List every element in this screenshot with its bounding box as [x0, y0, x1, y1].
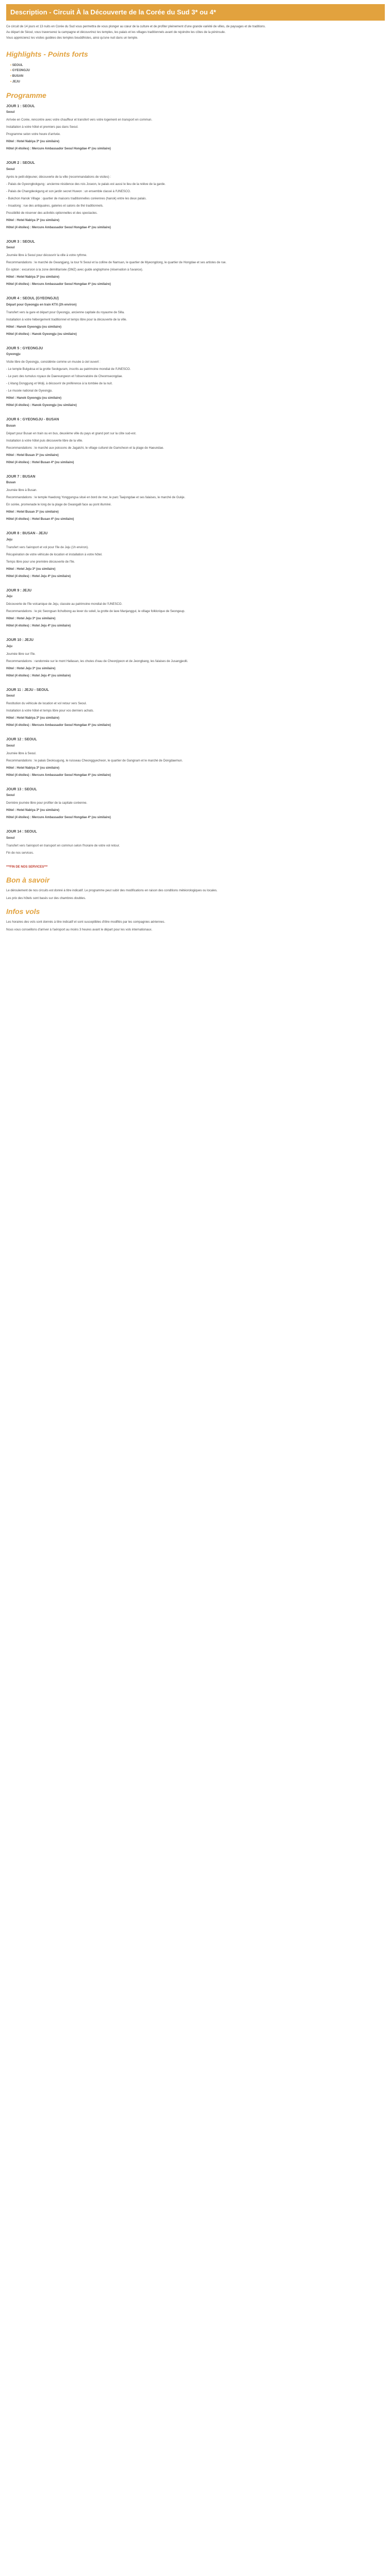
day-subtitle: Jeju: [6, 538, 13, 541]
day-block: [6, 829, 385, 856]
day-title: JOUR 12 : SEOUL: [6, 738, 37, 742]
day-subtitle: Seoul: [6, 111, 15, 114]
hotel-line: Hôtel : Hotel Jeju 3* (ou similaire): [6, 617, 56, 621]
day-paragraph: - L'étang Donggung et Wolji, à découvrir de préférence à la tombée de la nuit.: [6, 382, 113, 386]
day-block: [6, 240, 385, 287]
programme-title: Programme: [6, 91, 46, 99]
hotel-line: Hôtel : Hotel Nabiya 3* (ou similaire): [6, 218, 60, 222]
day-paragraph: Découverte de l'île volcanique de Jeju, classée au patrimoine mondial de l'UNESCO.: [6, 603, 123, 606]
day-subtitle: Seoul: [6, 794, 15, 798]
day-subtitle: Busan: [6, 481, 16, 485]
page-banner: Description - Circuit À la Découverte de la Corée du Sud 3* ou 4*: [6, 4, 385, 21]
bon-voyage-paragraph: Les prix des hôtels sont basés sur des chambres doubles.: [6, 896, 86, 900]
day-paragraph: En soirée, promenade le long de la plage de Gwangalli face au pont illuminé.: [6, 503, 112, 507]
day-paragraph: Fin de nos services.: [6, 851, 34, 855]
intro-paragraph: Ce circuit de 14 jours et 13 nuits en Corée du Sud vous permettra de vous plonger au cœur de la culture et de profiter pleinement d'une grande variété de villes, de paysages et de traditions.: [6, 25, 266, 28]
day-title: JOUR 11 : JEJU - SEOUL: [6, 688, 49, 692]
day-title: JOUR 10 : JEJU: [6, 638, 34, 642]
day-title: JOUR 9 : JEJU: [6, 588, 32, 592]
day-paragraph: Journée libre à Seoul.: [6, 752, 37, 755]
day-paragraph: - Le temple Bulguksa et la grotte Seokguram, inscrits au patrimoine mondial de l'UNESCO.: [6, 368, 131, 371]
day-block: [6, 417, 385, 465]
day-title: JOUR 6 : GYEONGJU - BUSAN: [6, 418, 59, 422]
infos-paragraph: Nous vous conseillons d'arriver à l'aéroport au moins 3 heures avant le départ pour les vols internationaux.: [6, 928, 153, 931]
day-paragraph: Dernière journée libre pour profiter de la capitale coréenne.: [6, 802, 88, 805]
end-of-services: ***FIN DE NOS SERVICES***: [6, 865, 48, 869]
day-paragraph: En option : excursion à la zone démilitarisée (DMZ) avec guide anglophone (réservation à l'avance).: [6, 268, 143, 272]
day-paragraph: Transfert vers l'aéroport et vol pour l'île de Jeju (1h environ).: [6, 546, 89, 549]
page: [0, 0, 391, 946]
infos-title: Infos vols: [6, 907, 40, 916]
hotel-line: Hôtel (4 étoiles) : Hotel Jeju 4* (ou similaire): [6, 674, 71, 677]
hotel-line: Hôtel (4 étoiles) : Mercure Ambassador Seoul Hongdae 4* (ou similaire): [6, 226, 111, 229]
day-subtitle: Seoul: [6, 836, 15, 840]
day-paragraph: Recommandations : le palais Deoksugung, le ruisseau Cheonggyecheon, le quartier de Gangnam et le marché de Dongdaemun.: [6, 759, 183, 762]
highlight-item: • SEOUL: [10, 63, 385, 69]
programme-days: [6, 104, 385, 856]
day-subtitle: Busan: [6, 424, 16, 428]
day-subtitle: Seoul: [6, 167, 15, 171]
hotel-line: Hôtel (4 étoiles) : Hotel Busan 4* (ou similaire): [6, 518, 74, 521]
hotel-line: Hôtel (4 étoiles) : Hotel Busan 4* (ou similaire): [6, 461, 74, 464]
day-title: JOUR 13 : SEOUL: [6, 787, 37, 791]
highlights-title: Highlights - Points forts: [6, 49, 88, 58]
day-paragraph: Restitution du véhicule de location et vol retour vers Seoul.: [6, 702, 87, 706]
hotel-line: Hôtel : Hotel Nabiya 3* (ou similaire): [6, 809, 60, 812]
day-subtitle: Jeju: [6, 645, 13, 648]
day-title: JOUR 4 : SEOUL (GYEONGJU): [6, 297, 59, 301]
hotel-line: Hôtel : Hotel Nabiya 3* (ou similaire): [6, 140, 60, 144]
day-block: [6, 787, 385, 821]
day-block: [6, 296, 385, 337]
day-block: [6, 638, 385, 679]
day-paragraph: Programme selon votre heure d'arrivée.: [6, 133, 61, 137]
day-paragraph: Journée libre à Seoul pour découvrir la ville à votre rythme.: [6, 254, 87, 258]
day-paragraph: - Bukchon Hanok Village : quartier de maisons traditionnelles coréennes (hanok) entre les deux palais.: [6, 197, 147, 200]
day-paragraph: Visite libre de Gyeongju, considérée comme un musée à ciel ouvert :: [6, 361, 101, 364]
day-block: [6, 688, 385, 728]
day-paragraph: Recommandations : le pic Seongsan Ilchulbong au lever du soleil, la grotte de lave Manjanggul, le village folklorique de Seongeup.: [6, 610, 185, 614]
day-title: JOUR 1 : SEOUL: [6, 104, 35, 108]
day-paragraph: - Le musée national de Gyeongju.: [6, 389, 53, 393]
day-paragraph: Possibilité de réserver des activités optionnelles et des spectacles.: [6, 211, 98, 215]
hotel-line: Hôtel (4 étoiles) : Mercure Ambassador Seoul Hongdae 4* (ou similaire): [6, 724, 111, 727]
infos-section: [6, 920, 385, 933]
day-paragraph: Arrivée en Corée, rencontre avec votre chauffeur et transfert vers votre logement en transport en commun.: [6, 118, 153, 122]
day-paragraph: Départ pour Busan en train ou en bus, deuxième ville du pays et grand port sur la côte sud-est.: [6, 432, 137, 435]
day-paragraph: Transfert vers l'aéroport en transport en commun selon l'horaire de votre vol retour.: [6, 844, 120, 848]
hotel-line: Hôtel (4 étoiles) : Mercure Ambassador Seoul Hongdae 4* (ou similaire): [6, 816, 111, 820]
day-paragraph: Installation à votre hôtel et premiers pas dans Seoul.: [6, 126, 78, 129]
day-block: [6, 346, 385, 409]
hotel-line: Hôtel : Hotel Busan 3* (ou similaire): [6, 511, 59, 514]
intro-paragraph: Vous apprécierez les visites guidées des temples bouddhistes, ainsi qu'une nuit dans un temple.: [6, 36, 138, 40]
day-paragraph: - Palais de Gyeongbokgung : ancienne résidence des rois Joseon, le palais est aussi le lieu de la relève de la garde.: [6, 182, 166, 186]
hotel-line: Hôtel : Hotel Nabiya 3* (ou similaire): [6, 717, 60, 720]
hotel-line: Hôtel (4 étoiles) : Mercure Ambassador Seoul Hongdae 4* (ou similaire): [6, 283, 111, 286]
hotel-line: Hôtel (4 étoiles) : Hotel Jeju 4* (ou similaire): [6, 624, 71, 628]
day-subtitle: Jeju: [6, 595, 13, 599]
hotel-line: Hôtel : Hotel Nabiya 3* (ou similaire): [6, 766, 60, 770]
highlight-item: • GYEONGJU: [10, 68, 385, 74]
hotel-line: Hôtel : Hotel Jeju 3* (ou similaire): [6, 667, 56, 670]
day-block: [6, 104, 385, 152]
day-paragraph: Transfert vers la gare et départ pour Gyeongju, ancienne capitale du royaume de Silla.: [6, 311, 125, 314]
day-title: JOUR 5 : GYEONGJU: [6, 346, 43, 350]
day-title: JOUR 8 : BUSAN - JEJU: [6, 532, 48, 536]
day-paragraph: Après le petit-déjeuner, découverte de la ville (recommandations de visites) :: [6, 175, 111, 179]
day-paragraph: Recommandations : le marché aux poissons de Jagalchi, le village culturel de Gamcheon et la plage de Haeundae.: [6, 446, 164, 450]
day-block: [6, 531, 385, 579]
hotel-line: Hôtel (4 étoiles) : Mercure Ambassador Seoul Hongdae 4* (ou similaire): [6, 147, 111, 151]
day-paragraph: Installation à votre hôtel puis découverte libre de la ville.: [6, 439, 83, 443]
day-block: [6, 161, 385, 230]
day-block: [6, 588, 385, 629]
day-title: JOUR 7 : BUSAN: [6, 474, 36, 479]
intro-paragraph: Au départ de Séoul, vous traverserez la campagne et découvrirez les temples, les palais et les villages traditionnels avant de rejoindre les côtes de la péninsule.: [6, 30, 226, 34]
hotel-line: Hôtel : Hanok Gyeongju (ou similaire): [6, 397, 62, 400]
day-title: JOUR 2 : SEOUL: [6, 161, 35, 165]
day-paragraph: - Palais de Changdeokgung et son jardin secret Huwon : un ensemble classé à l'UNESCO.: [6, 190, 131, 193]
day-paragraph: Recommandations : le marché de Gwangjang, la tour N Seoul et la colline de Namsan, le quartier de Myeongdong, le quartier de Hongdae et ses artistes de rue.: [6, 261, 226, 265]
day-subtitle: Seoul: [6, 744, 15, 748]
day-title: JOUR 14 : SEOUL: [6, 830, 37, 834]
day-subtitle: Seoul: [6, 246, 15, 250]
hotel-line: Hôtel (4 étoiles) : Hanok Gyeongju (ou similaire): [6, 332, 77, 336]
hotel-line: Hôtel : Hotel Jeju 3* (ou similaire): [6, 567, 56, 571]
day-paragraph: Installation à votre hébergement traditionnel et temps libre pour la découverte de la ville.: [6, 318, 127, 321]
intro: [6, 25, 385, 41]
day-title: JOUR 3 : SEOUL: [6, 240, 35, 244]
day-paragraph: Journée libre à Busan.: [6, 489, 38, 493]
highlight-item: • JEJU: [10, 79, 385, 85]
day-subtitle: Gyeongju: [6, 353, 21, 357]
hotel-line: Hôtel : Hotel Nabiya 3* (ou similaire): [6, 276, 60, 279]
day-paragraph: Récupération de votre véhicule de location et installation à votre hôtel.: [6, 553, 103, 556]
infos-paragraph: Les horaires des vols sont donnés à titre indicatif et sont susceptibles d'être modifiés par les compagnies aériennes.: [6, 920, 165, 924]
highlight-item: • BUSAN: [10, 74, 385, 79]
day-block: [6, 737, 385, 778]
highlights-list: [10, 63, 385, 85]
day-paragraph: Temps libre pour une première découverte de l'île.: [6, 560, 75, 564]
day-subtitle: Départ pour Gyeongju en train KTX (2h environ): [6, 303, 77, 307]
day-paragraph: Recommandations : le temple Haedong Yonggungsa situé en bord de mer, le parc Taejongdae et ses falaises, le marché de Gukje.: [6, 496, 186, 500]
day-paragraph: Recommandations : randonnée sur le mont Hallasan, les chutes d'eau de Cheonjiyeon et de Jeongbang, les falaises de Jusangjeolli.: [6, 659, 188, 663]
hotel-line: Hôtel : Hotel Busan 3* (ou similaire): [6, 453, 59, 457]
bon-voyage-paragraph: Le déroulement de nos circuits est donné à titre indicatif. Le programme peut subir des modifications en raison des conditions météorologiques ou locales.: [6, 889, 218, 892]
day-paragraph: Journée libre sur l'île.: [6, 652, 36, 656]
day-paragraph: - Insadong : rue des antiquaires, galeries et salons de thé traditionnels.: [6, 204, 104, 208]
day-paragraph: - Le parc des tumulus royaux de Daereungwon et l'observatoire de Cheomseongdae.: [6, 375, 123, 379]
hotel-line: Hôtel (4 étoiles) : Hotel Jeju 4* (ou similaire): [6, 574, 71, 578]
bon-voyage-section: [6, 889, 385, 901]
hotel-line: Hôtel (4 étoiles) : Mercure Ambassador Seoul Hongdae 4* (ou similaire): [6, 773, 111, 777]
hotel-line: Hôtel : Hanok Gyeongju (ou similaire): [6, 325, 62, 329]
bon-voyage-title: Bon à savoir: [6, 875, 50, 884]
hotel-line: Hôtel (4 étoiles) : Hanok Gyeongju (ou similaire): [6, 404, 77, 408]
day-block: [6, 474, 385, 522]
day-paragraph: Installation à votre hôtel et temps libre pour vos derniers achats.: [6, 709, 94, 713]
day-subtitle: Seoul: [6, 694, 15, 698]
